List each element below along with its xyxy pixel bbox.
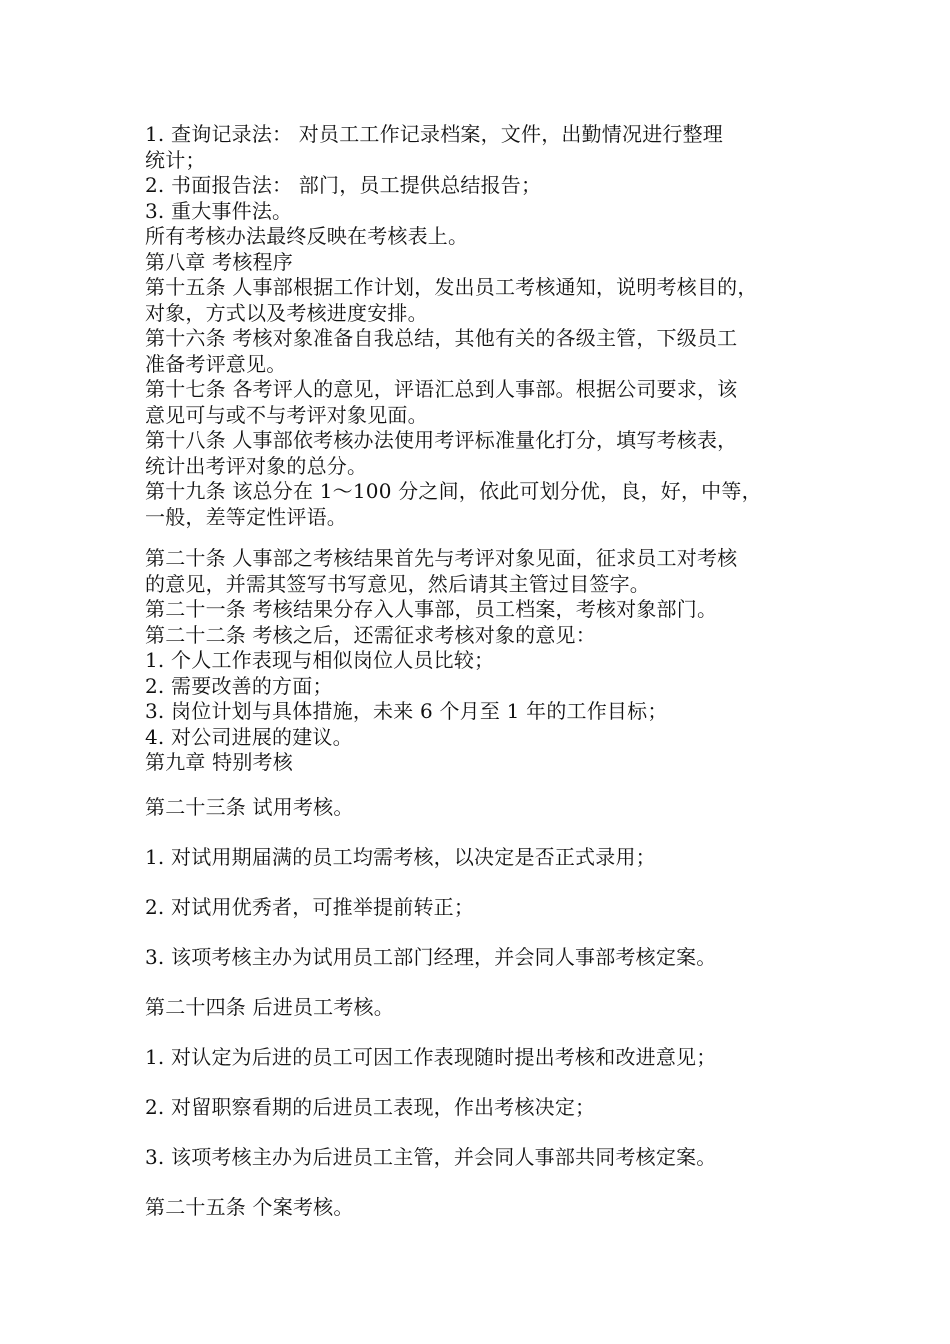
text-line: 第二十五条 个案考核。: [145, 1195, 354, 1219]
paragraph-block: [145, 546, 825, 776]
text-line: 3. 该项考核主办为后进员工主管，并会同人事部共同考核定案。: [145, 1145, 717, 1169]
text-line: 第二十二条 考核之后，还需征求考核对象的意见：: [145, 622, 596, 647]
text-line: 3. 重大事件法。: [145, 198, 293, 223]
text-line: 2. 书面报告法： 部门，员工提供总结报告；: [145, 173, 542, 197]
text-line: 所有考核办法最终反映在考核表上。: [145, 224, 469, 248]
text-line: 第十六条 考核对象准备自我总结，其他有关的各级主管，下级员工: [145, 326, 738, 350]
text-line: 2. 需要改善的方面；: [145, 673, 333, 698]
text-line: 1. 对试用期届满的员工均需考核，以决定是否正式录用；: [145, 845, 656, 869]
text-line: 对象，方式以及考核进度安排。: [145, 300, 428, 325]
list-item: [145, 845, 825, 871]
list-item: [145, 895, 825, 921]
text-line: 2. 对试用优秀者，可推举提前转正；: [145, 895, 475, 919]
article-heading: [145, 795, 825, 821]
text-line: 第二十一条 考核结果分存入人事部，员工档案，考核对象部门。: [145, 597, 718, 621]
article-heading: [145, 1195, 825, 1221]
text-line: 统计出考评对象的总分。: [145, 453, 368, 478]
text-line: 第十五条 人事部根据工作计划，发出员工考核通知，说明考核目的，: [145, 275, 758, 299]
text-line: 准备考评意见。: [145, 351, 287, 376]
text-line: 第二十条 人事部之考核结果首先与考评对象见面，征求员工对考核: [145, 546, 738, 570]
text-line: 2. 对留职察看期的后进员工表现，作出考核决定；: [145, 1095, 596, 1119]
text-line: 3. 该项考核主办为试用员工部门经理，并会同人事部考核定案。: [145, 945, 717, 969]
text-line: 1. 对认定为后进的员工可因工作表现随时提出考核和改进意见；: [145, 1045, 717, 1069]
text-line: 3. 岗位计划与具体措施，未来 6 个月至 1 年的工作目标；: [145, 699, 668, 723]
text-line: 第二十四条 后进员工考核。: [145, 995, 394, 1019]
chapter-heading: 第九章 特别考核: [145, 750, 293, 774]
chapter-heading: 第八章 考核程序: [145, 249, 293, 274]
text-line: 4. 对公司进展的建议。: [145, 724, 353, 749]
text-line: 1. 查询记录法： 对员工工作记录档案，文件，出勤情况进行整理: [145, 122, 723, 146]
text-line: 第二十三条 试用考核。: [145, 795, 354, 819]
text-line: 统计；: [145, 147, 206, 172]
text-line: 的意见，并需其签写书写意见，然后请其主管过目签字。: [145, 571, 650, 596]
text-line: 第十七条 各考评人的意见，评语汇总到人事部。根据公司要求，该: [145, 377, 738, 401]
list-item: [145, 1095, 825, 1121]
article-heading: [145, 995, 825, 1021]
text-line: 意见可与或不与考评对象见面。: [145, 402, 428, 427]
text-line: 第十八条 人事部依考核办法使用考评标准量化打分，填写考核表，: [145, 428, 738, 452]
list-item: [145, 1145, 825, 1171]
paragraph-block: [145, 122, 825, 530]
list-item: [145, 1045, 825, 1071]
list-item: [145, 945, 825, 971]
text-line: 第十九条 该总分在 1～100 分之间，依此可划分优，良，好，中等，: [145, 479, 762, 503]
text-line: 1. 个人工作表现与相似岗位人员比较；: [145, 648, 495, 672]
text-line: 一般，差等定性评语。: [145, 504, 347, 529]
